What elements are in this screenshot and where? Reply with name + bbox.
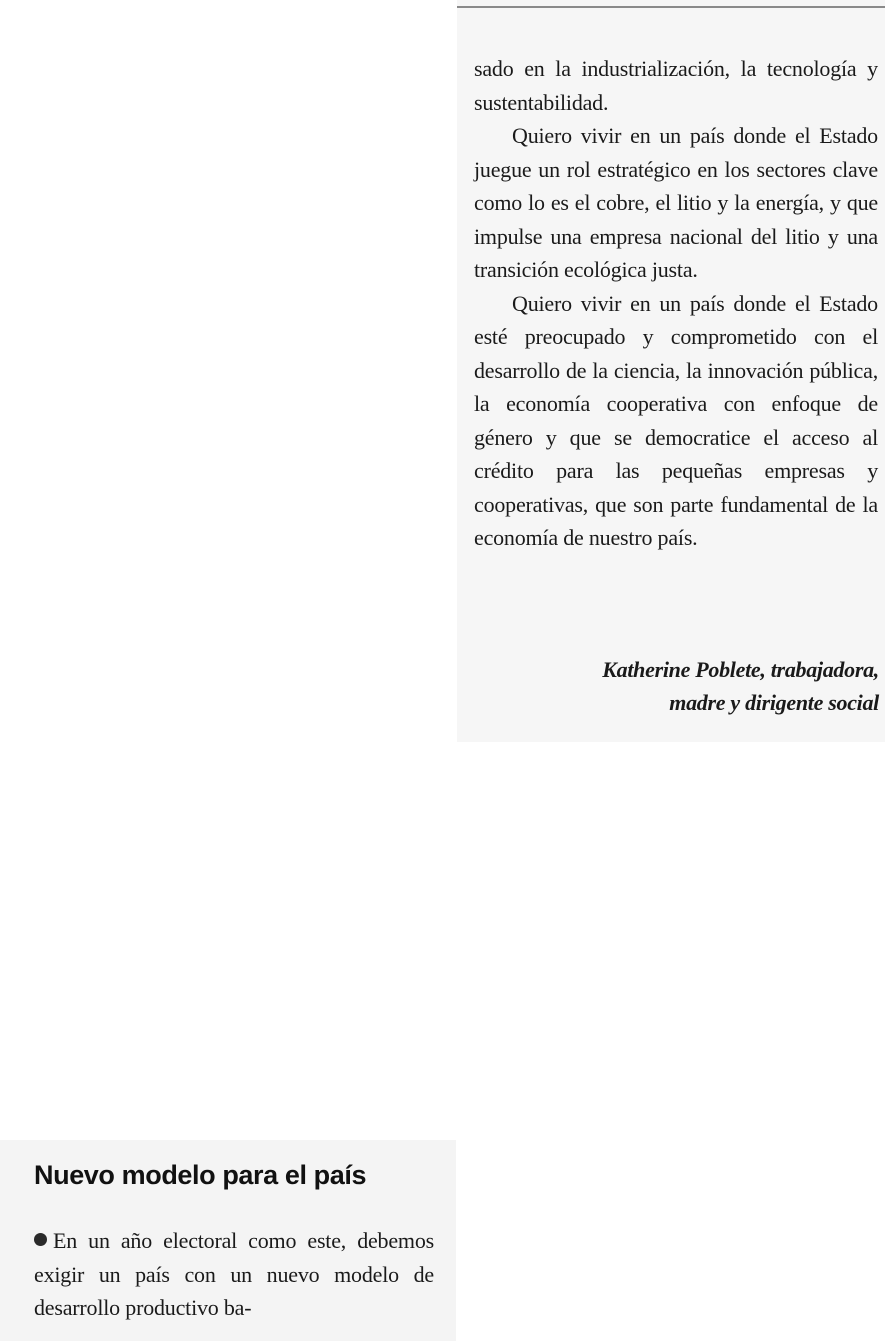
letter-signature [459, 653, 879, 719]
letter-intro [34, 1224, 434, 1325]
new-letter-section [0, 1140, 456, 1341]
paragraph-3: Quiero vivir en un país donde el Estado esté preocupado y comprometido con el desarrollo de la ciencia, la innovación pública, la economía cooperativa con enfoque de género y que se democratice el acceso al crédito para las pequeñas empresas y cooperativas, que son parte fundamental de la economía de nuestro país. [474, 290, 878, 550]
letter-headline: Nuevo modelo para el país [34, 1160, 367, 1190]
letter-body [474, 52, 878, 555]
paragraph-2: Quiero vivir en un país donde el Estado juegue un rol estratégico en los sectores clave como lo es el cobre, el litio y la energía, y que impulse una empresa nacional del litio y una transición ecológica justa. [474, 123, 878, 282]
column-top-rule [457, 6, 885, 8]
letter-intro-text: En un año electoral como este, debemos exigir un país con un nuevo modelo de desarrollo productivo ba- [34, 1228, 434, 1320]
bullet-icon [34, 1233, 47, 1246]
paragraph-1: sado en la industrialización, la tecnología y sustentabilidad. [474, 56, 878, 115]
letter-continuation-column [457, 0, 885, 742]
signature-line-2: madre y dirigente social [669, 690, 879, 715]
signature-line-1: Katherine Poblete, trabajadora, [602, 657, 879, 682]
